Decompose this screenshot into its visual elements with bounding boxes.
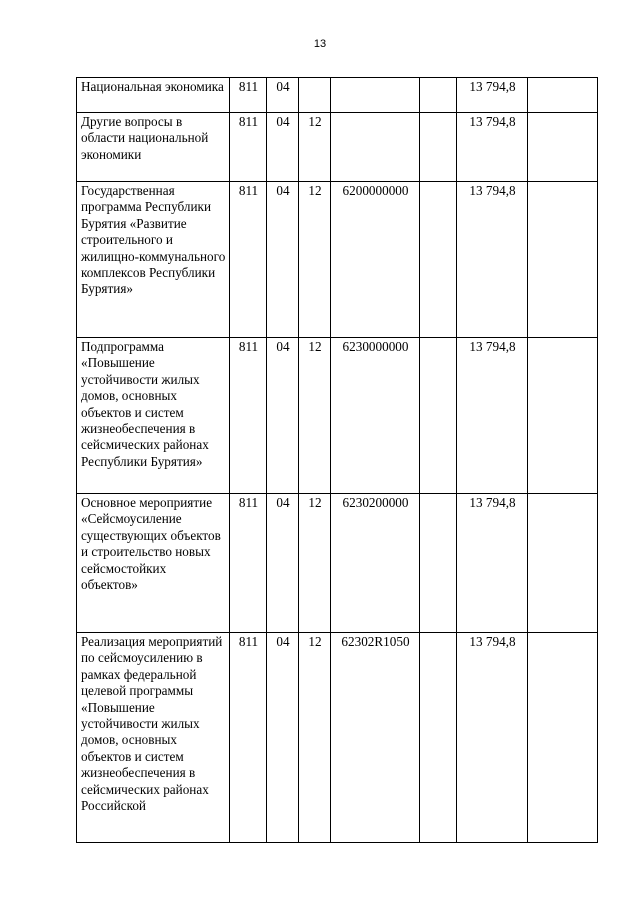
subsection-code-cell: 12: [299, 113, 331, 182]
grbs-code-cell: 811: [230, 494, 267, 633]
section-code-cell: 04: [267, 113, 299, 182]
amount-cell: 13 794,8: [457, 113, 528, 182]
extra-cell: [528, 113, 598, 182]
section-code-cell: 04: [267, 494, 299, 633]
table-row: [77, 338, 598, 494]
table-row: [77, 182, 598, 338]
row-name-cell: Государственная программа Республики Бурятия «Развитие строительного и жилищно-коммунального комплексов Республики Бурятия»: [77, 182, 230, 338]
table-row: [77, 78, 598, 113]
subsection-code-cell: 12: [299, 633, 331, 843]
row-name-cell: Подпрограмма «Повышение устойчивости жилых домов, основных объектов и систем жизнеобеспечения в сейсмических районах Республики Бурятия»: [77, 338, 230, 494]
target-article-cell: [331, 78, 420, 113]
section-code-cell: 04: [267, 78, 299, 113]
target-article-cell: 6200000000: [331, 182, 420, 338]
expense-type-cell: [420, 113, 457, 182]
row-name-cell: Другие вопросы в области национальной экономики: [77, 113, 230, 182]
expense-type-cell: [420, 633, 457, 843]
section-code-cell: 04: [267, 633, 299, 843]
section-code-cell: 04: [267, 338, 299, 494]
target-article-cell: 6230200000: [331, 494, 420, 633]
extra-cell: [528, 182, 598, 338]
subsection-code-cell: [299, 78, 331, 113]
expense-type-cell: [420, 494, 457, 633]
row-name-cell: Национальная экономика: [77, 78, 230, 113]
expense-type-cell: [420, 78, 457, 113]
table-row: [77, 113, 598, 182]
amount-cell: 13 794,8: [457, 494, 528, 633]
grbs-code-cell: 811: [230, 113, 267, 182]
amount-cell: 13 794,8: [457, 338, 528, 494]
expense-type-cell: [420, 338, 457, 494]
grbs-code-cell: 811: [230, 182, 267, 338]
expense-type-cell: [420, 182, 457, 338]
row-name-cell: Основное мероприятие «Сейсмоусиление существующих объектов и строительство новых сейсмостойких объектов»: [77, 494, 230, 633]
page-number: 13: [313, 38, 327, 50]
amount-cell: 13 794,8: [457, 633, 528, 843]
subsection-code-cell: 12: [299, 338, 331, 494]
grbs-code-cell: 811: [230, 338, 267, 494]
subsection-code-cell: 12: [299, 182, 331, 338]
grbs-code-cell: 811: [230, 78, 267, 113]
section-code-cell: 04: [267, 182, 299, 338]
table-row: [77, 494, 598, 633]
extra-cell: [528, 494, 598, 633]
budget-table: [76, 77, 598, 843]
target-article-cell: [331, 113, 420, 182]
target-article-cell: 62302R1050: [331, 633, 420, 843]
extra-cell: [528, 338, 598, 494]
amount-cell: 13 794,8: [457, 78, 528, 113]
extra-cell: [528, 78, 598, 113]
row-name-cell: Реализация мероприятий по сейсмоусилению в рамках федеральной целевой программы «Повышение устойчивости жилых домов, основных объектов и систем жизнеобеспечения в сейсмических районах Российской: [77, 633, 230, 843]
amount-cell: 13 794,8: [457, 182, 528, 338]
target-article-cell: 6230000000: [331, 338, 420, 494]
table-row: [77, 633, 598, 843]
extra-cell: [528, 633, 598, 843]
subsection-code-cell: 12: [299, 494, 331, 633]
grbs-code-cell: 811: [230, 633, 267, 843]
